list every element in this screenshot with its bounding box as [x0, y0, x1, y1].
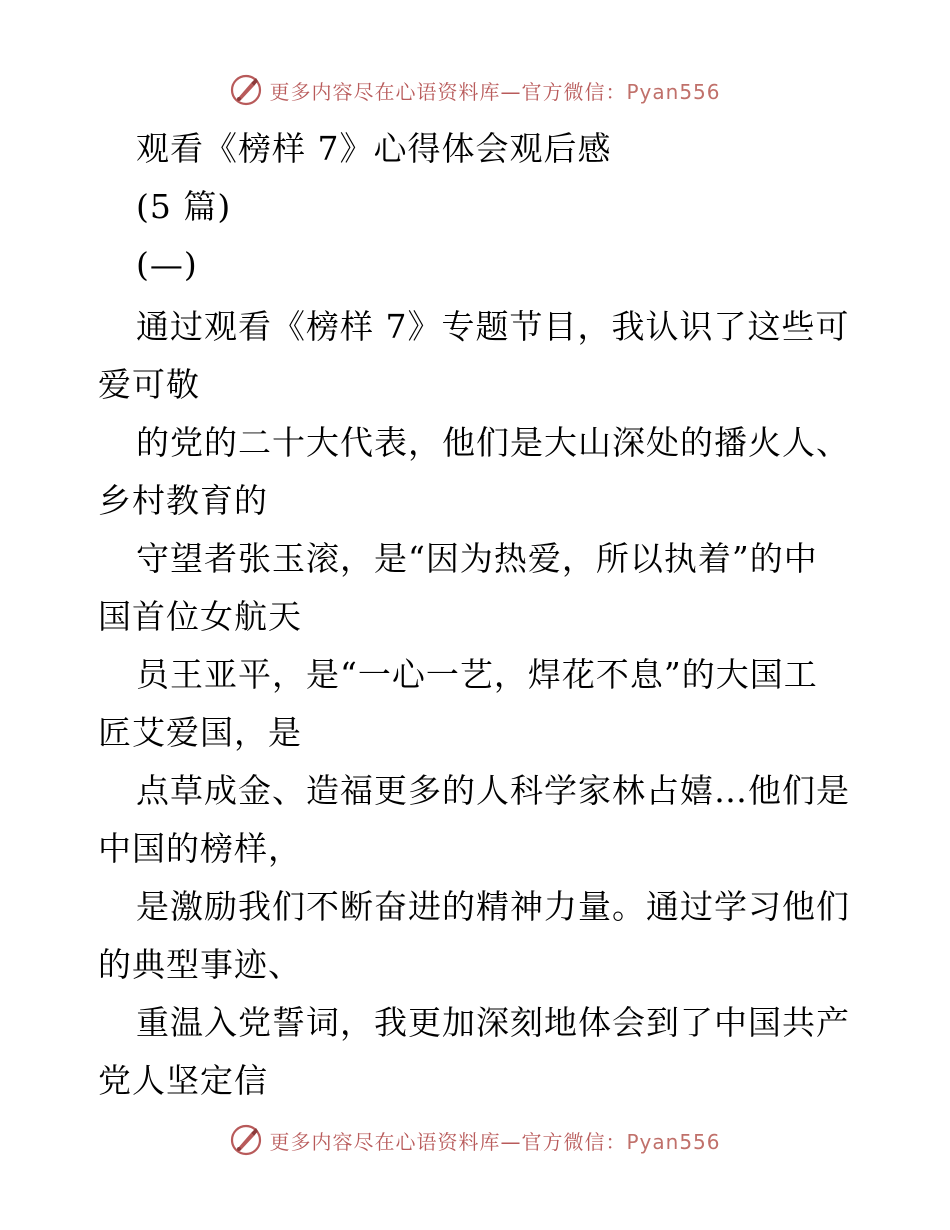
document-title: 观看《榜样 7》心得体会观后感	[136, 129, 612, 168]
paragraph-line: 通过观看《榜样 7》专题节目，我认识了这些可	[136, 307, 850, 346]
paragraph-line: 乡村教育的	[98, 481, 268, 520]
quill-logo-icon	[229, 1123, 263, 1157]
paragraph-line: 国首位女航天	[98, 597, 302, 636]
paragraph-line: 守望者张玉滚，是“因为热爱，所以执着”的中	[136, 539, 818, 578]
header-watermark-banner	[0, 70, 950, 110]
section-marker: (—)	[136, 245, 198, 284]
document-body	[98, 120, 858, 1110]
watermark-text: 更多内容尽在心语资料库—官方微信：Pyan556	[269, 1129, 721, 1154]
quill-logo-icon	[229, 73, 263, 107]
paragraph-line: 的典型事迹、	[98, 945, 302, 984]
paragraph-line: 点草成金、造福更多的人科学家林占嬉…他们是	[136, 771, 850, 810]
footer-watermark-banner	[0, 1120, 950, 1160]
paragraph-line: 重温入党誓词，我更加深刻地体会到了中国共产	[136, 1003, 850, 1042]
paragraph-line: 员王亚平，是“一心一艺，焊花不息”的大国工	[136, 655, 818, 694]
paragraph-line: 党人坚定信	[98, 1061, 268, 1100]
paragraph-line: 爱可敬	[98, 365, 200, 404]
paragraph-line: 是激励我们不断奋进的精神力量。通过学习他们	[136, 887, 850, 926]
document-subtitle: (5 篇)	[136, 187, 232, 226]
paragraph-line: 的党的二十大代表，他们是大山深处的播火人、	[136, 423, 850, 462]
watermark-text: 更多内容尽在心语资料库—官方微信：Pyan556	[269, 79, 721, 104]
paragraph-line: 中国的榜样，	[98, 829, 302, 868]
paragraph-line: 匠艾爱国，是	[98, 713, 302, 752]
